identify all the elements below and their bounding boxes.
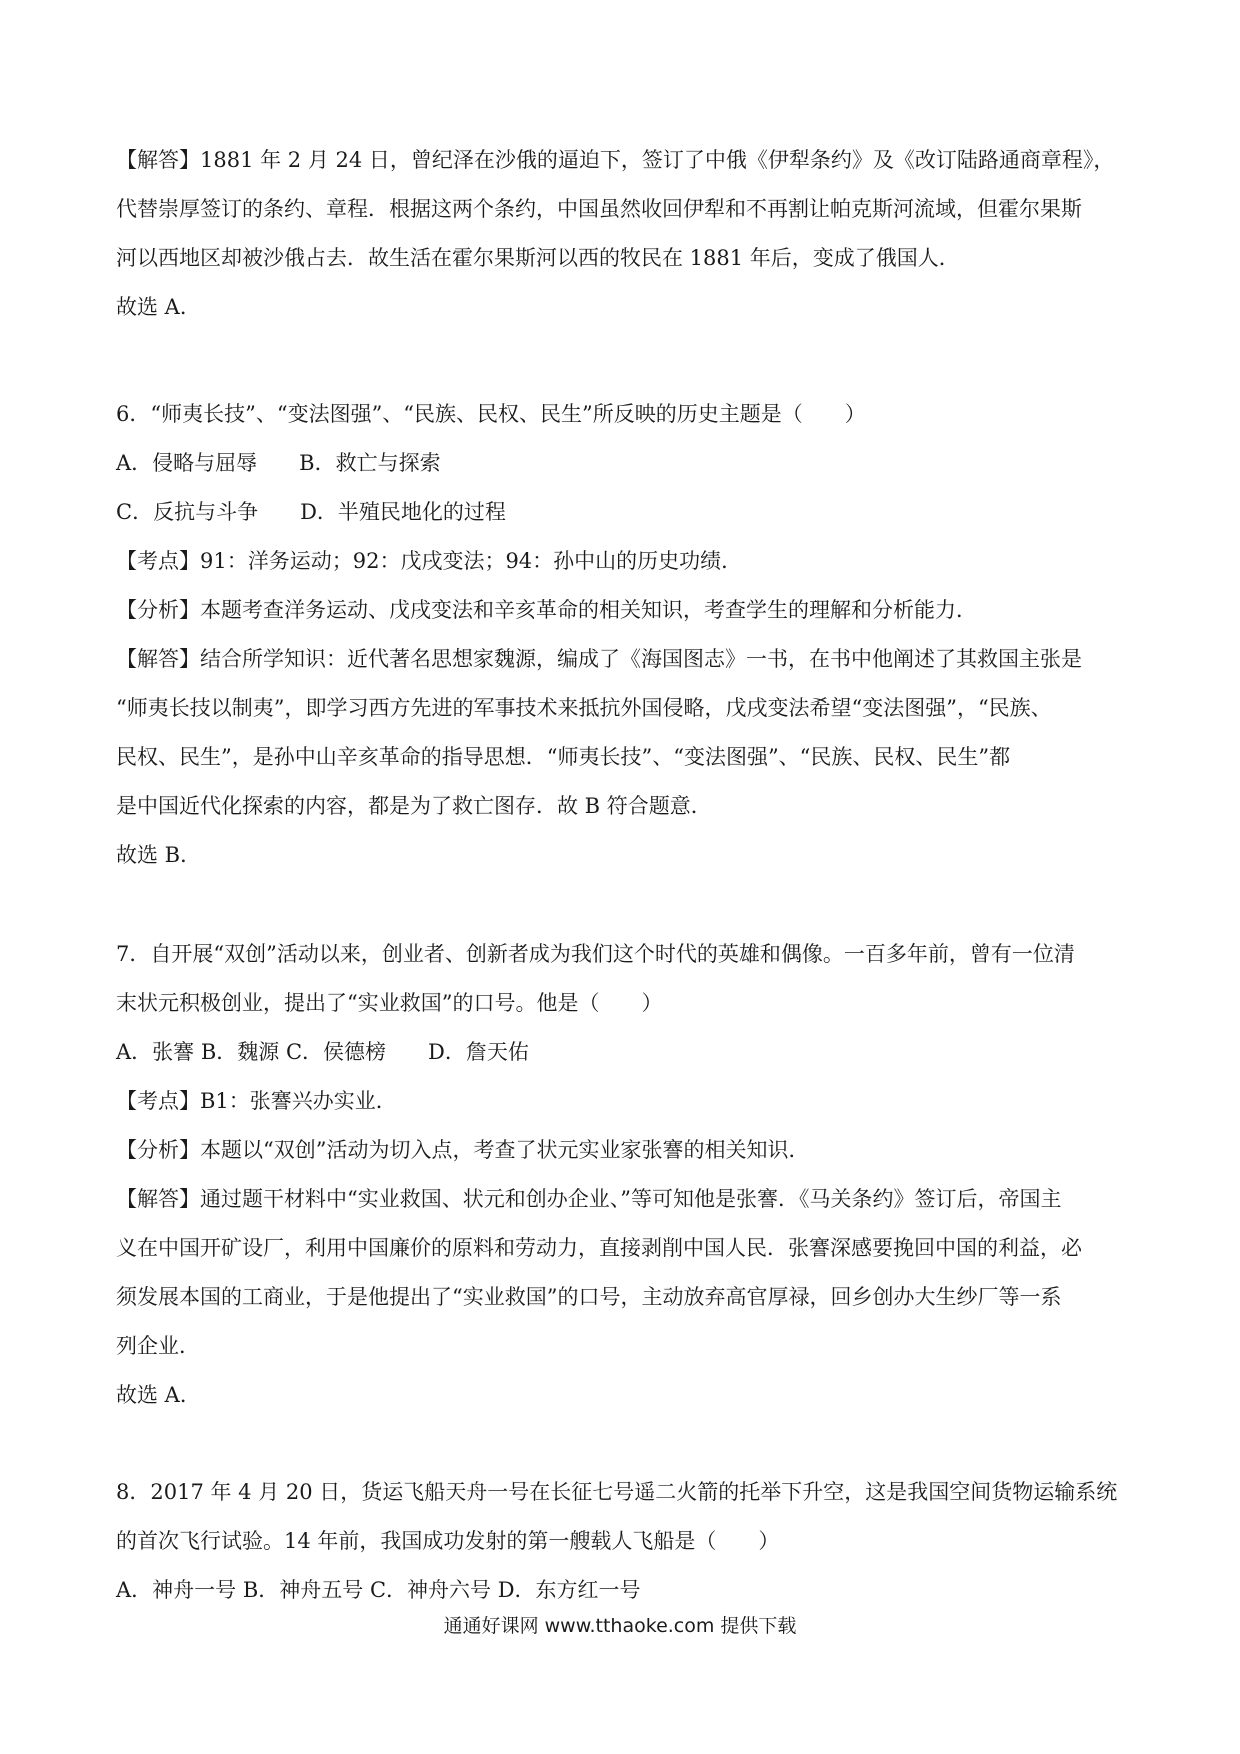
q6-fenxi: 【分析】本题考查洋务运动、戊戌变法和辛亥革命的相关知识，考查学生的理解和分析能力． bbox=[116, 598, 977, 622]
q8-stem-line-1: 8．2017 年 4 月 20 日，货运飞船天舟一号在长征七号遥二火箭的托举下升空，这是我国空间货物运输系统 bbox=[116, 1480, 1118, 1504]
q5-choice: 故选 A． bbox=[116, 295, 201, 319]
q7-options-line-1: A．张謇 B．魏源 C．侯德榜 D．詹天佑 bbox=[116, 1040, 529, 1064]
q6-kaodian: 【考点】91：洋务运动；92：戊戌变法；94：孙中山的历史功绩． bbox=[116, 549, 743, 573]
page-footer: 通通好课网 www.tthaoke.com 提供下载 bbox=[443, 1615, 797, 1637]
q6-answer-line-3: 民权、民生”，是孙中山辛亥革命的指导思想．“师夷长技”、“变法图强”、“民族、民权、民生”都 bbox=[116, 745, 1011, 769]
q6-options-line-1: A．侵略与屈辱 B．救亡与探索 bbox=[116, 451, 441, 475]
q6-answer-line-2: “师夷长技以制夷”，即学习西方先进的军事技术来抵抗外国侵略，戊戌变法希望“变法图强”，“民族、 bbox=[116, 696, 1052, 720]
q7-kaodian: 【考点】B1：张謇兴办实业． bbox=[116, 1089, 397, 1113]
q7-stem-line-1: 7．自开展“双创”活动以来，创业者、创新者成为我们这个时代的英雄和偶像。一百多年前，曾有一位清 bbox=[116, 942, 1075, 966]
q6-choice: 故选 B． bbox=[116, 843, 202, 867]
q5-answer-line-3: 河以西地区却被沙俄占去．故生活在霍尔果斯河以西的牧民在 1881 年后，变成了俄国人． bbox=[116, 246, 960, 270]
q6-stem-line-1: 6．“师夷长技”、“变法图强”、“民族、民权、民生”所反映的历史主题是（ ） bbox=[116, 402, 866, 426]
q5-answer-line-2: 代替崇厚签订的条约、章程．根据这两个条约，中国虽然收回伊犁和不再割让帕克斯河流域，但霍尔果斯 bbox=[116, 197, 1082, 221]
q7-answer-line-1: 【解答】通过题干材料中“实业救国、状元和创办企业、”等可知他是张謇．《马关条约》签订后，帝国主 bbox=[116, 1187, 1062, 1211]
q7-answer-line-2: 义在中国开矿设厂，利用中国廉价的原料和劳动力，直接剥削中国人民．张謇深感要挽回中国的利益，必 bbox=[116, 1236, 1082, 1260]
q7-choice: 故选 A． bbox=[116, 1383, 201, 1407]
q7-answer-line-3: 须发展本国的工商业，于是他提出了“实业救国”的口号，主动放弃高官厚禄，回乡创办大生纱厂等一系 bbox=[116, 1285, 1062, 1309]
q7-stem-line-2: 末状元积极创业，提出了“实业救国”的口号。他是（ ） bbox=[116, 991, 663, 1015]
q6-answer-line-1: 【解答】结合所学知识：近代著名思想家魏源，编成了《海国图志》一书，在书中他阐述了其救国主张是 bbox=[116, 647, 1082, 671]
q8-options-line-1: A．神舟一号 B．神舟五号 C．神舟六号 D．东方红一号 bbox=[116, 1578, 641, 1602]
q8-stem-line-2: 的首次飞行试验。14 年前，我国成功发射的第一艘载人飞船是（ ） bbox=[116, 1529, 780, 1553]
q7-answer-line-4: 列企业． bbox=[116, 1334, 200, 1358]
q5-answer-line-1: 【解答】1881 年 2 月 24 日，曾纪泽在沙俄的逼迫下，签订了中俄《伊犁条约》及《改订陆路通商章程》， bbox=[116, 148, 1115, 172]
q6-options-line-2: C．反抗与斗争 D．半殖民地化的过程 bbox=[116, 500, 506, 524]
q6-answer-line-4: 是中国近代化探索的内容，都是为了救亡图存．故 B 符合题意． bbox=[116, 794, 712, 818]
q7-fenxi: 【分析】本题以“双创”活动为切入点，考查了状元实业家张謇的相关知识． bbox=[116, 1138, 810, 1162]
